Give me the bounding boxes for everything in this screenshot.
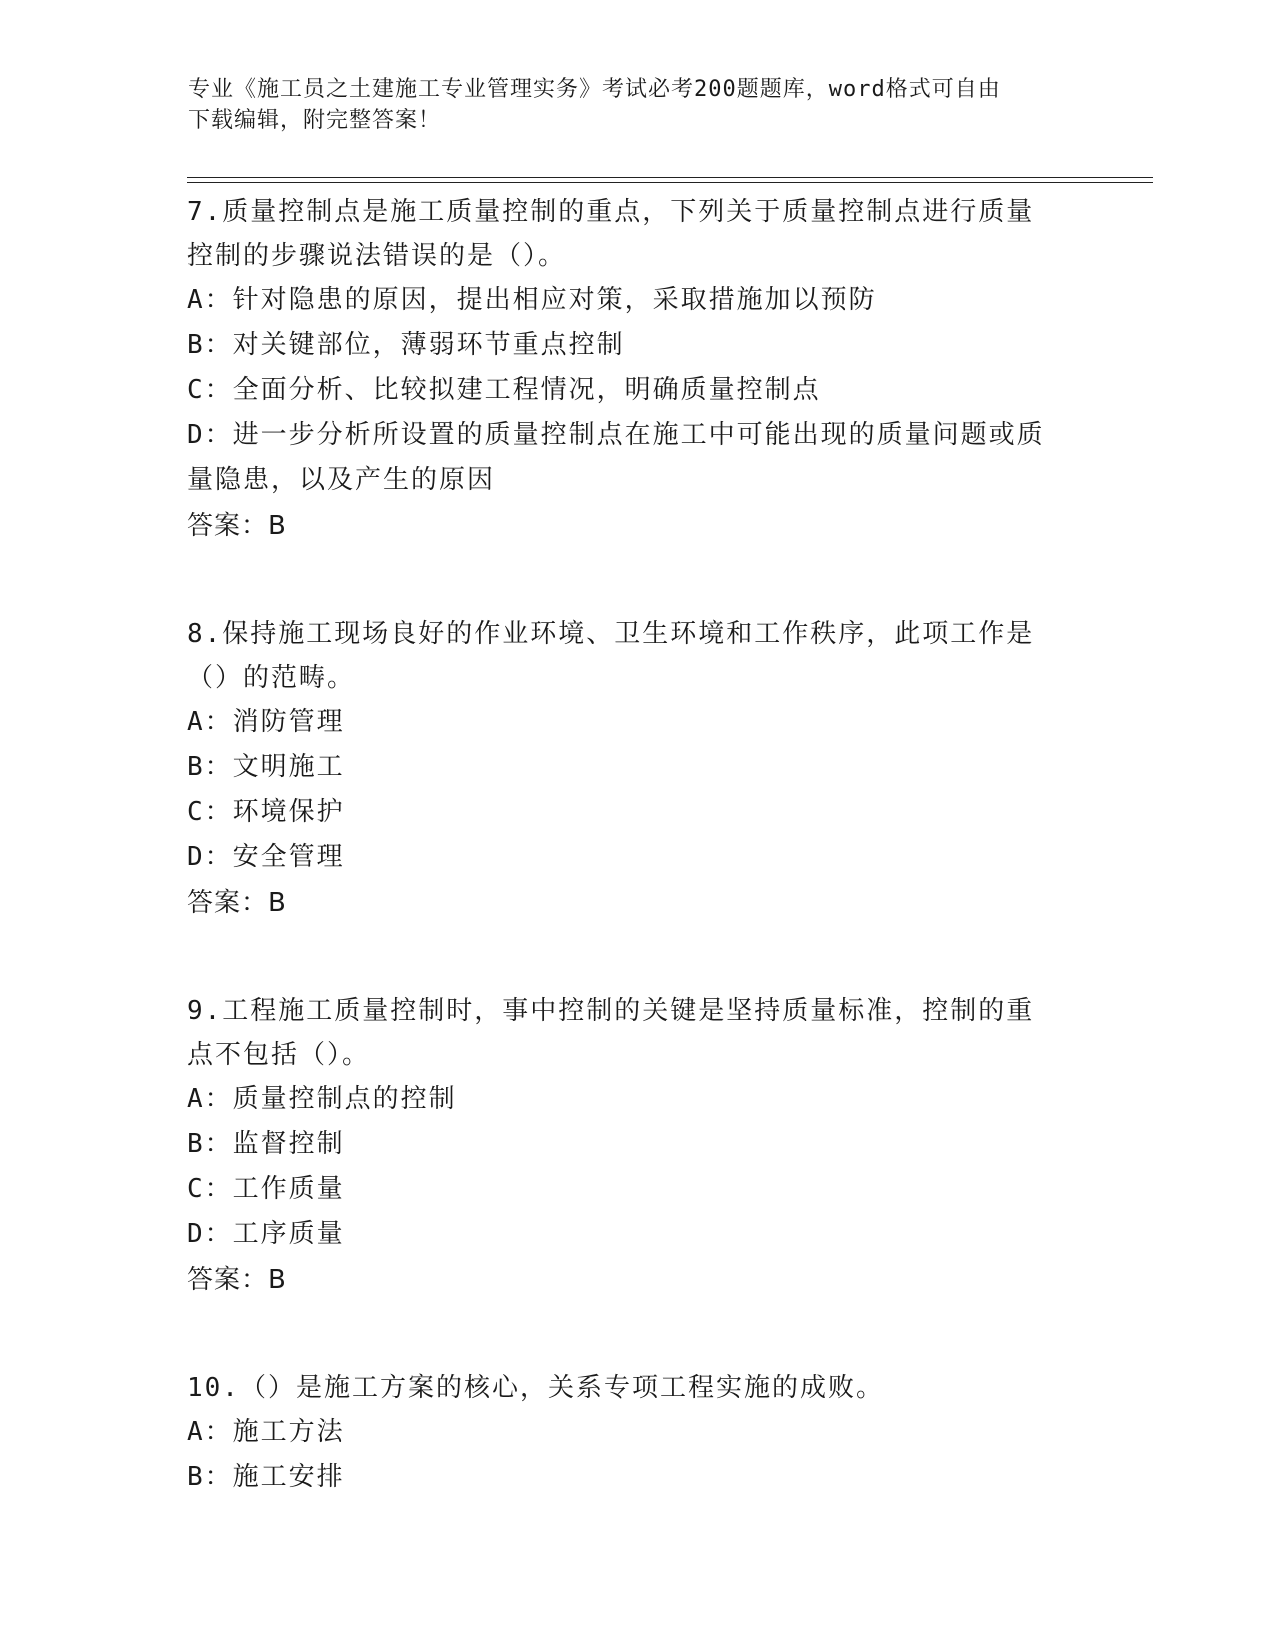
header-line-2: 下载编辑，附完整答案！ — [188, 108, 442, 133]
option-a: A：消防管理 — [187, 707, 345, 737]
option-a: A：针对隐患的原因，提出相应对策，采取措施加以预防 — [187, 285, 877, 315]
option-a: A：施工方法 — [187, 1417, 345, 1447]
option-b: B：对关键部位，薄弱环节重点控制 — [187, 330, 625, 360]
question-stem-line: （）的范畴。 — [187, 663, 356, 693]
answer-line — [187, 880, 1087, 927]
option-d: D：安全管理 — [187, 842, 345, 872]
option-c: C：工作质量 — [187, 1174, 345, 1204]
answer-value: B — [268, 511, 287, 541]
question-stem-line: 7.质量控制点是施工质量控制的重点，下列关于质量控制点进行质量 — [187, 197, 1035, 227]
question-7 — [187, 190, 1087, 550]
option-b: B：监督控制 — [187, 1129, 345, 1159]
answer-line — [187, 1257, 1087, 1304]
answer-line — [187, 503, 1087, 550]
option-b: B：施工安排 — [187, 1462, 345, 1492]
answer-value: B — [268, 1265, 287, 1295]
question-10 — [187, 1366, 1087, 1500]
header-line-1: 专业《施工员之土建施工专业管理实务》考试必考200题题库，word格式可自由 — [188, 77, 1001, 102]
answer-label: 答案： — [187, 888, 269, 918]
option-d: D：工序质量 — [187, 1219, 345, 1249]
header-divider-top — [187, 177, 1153, 178]
question-stem-line: 10.（）是施工方案的核心，关系专项工程实施的成败。 — [187, 1373, 884, 1403]
question-stem-line: 8.保持施工现场良好的作业环境、卫生环境和工作秩序，此项工作是 — [187, 619, 1035, 649]
question-stem-line: 9.工程施工质量控制时，事中控制的关键是坚持质量标准，控制的重 — [187, 996, 1035, 1026]
document-header — [188, 74, 1088, 136]
answer-label: 答案： — [187, 1265, 269, 1295]
option-c: C：环境保护 — [187, 797, 345, 827]
option-d: D：进一步分析所设置的质量控制点在施工中可能出现的质量问题或质 — [187, 420, 1045, 450]
answer-label: 答案： — [187, 511, 269, 541]
option-d-continued: 量隐患，以及产生的原因 — [187, 465, 496, 495]
question-stem-line: 控制的步骤说法错误的是（）。 — [187, 241, 567, 271]
question-list — [187, 190, 1087, 1562]
option-c: C：全面分析、比较拟建工程情况，明确质量控制点 — [187, 375, 821, 405]
option-b: B：文明施工 — [187, 752, 345, 782]
header-divider-bottom — [187, 182, 1153, 183]
question-stem-line: 点不包括（）。 — [187, 1040, 371, 1070]
question-8 — [187, 612, 1087, 927]
option-a: A：质量控制点的控制 — [187, 1084, 457, 1114]
answer-value: B — [268, 888, 287, 918]
question-9 — [187, 989, 1087, 1304]
